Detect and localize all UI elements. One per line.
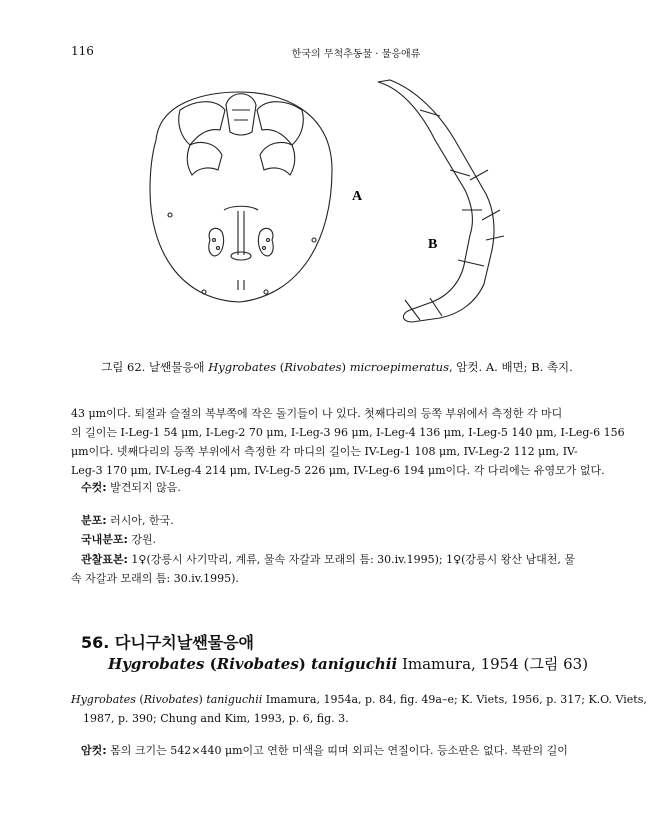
female-label: 암컷: <box>81 744 107 757</box>
running-header: 한국의 무척추동물 · 물응애류 <box>291 49 421 60</box>
distribution-text: 러시아, 한국. <box>106 514 174 527</box>
body-line: 의 길이는 I-Leg-1 54 μm, I-Leg-2 70 μm, I-Leg-3 96 μm, I-Leg-4 136 μm, I-Leg-5 140 μm, I-Leg-6 156 <box>71 426 625 439</box>
synonymy-line: 1987, p. 390; Chung and Kim, 1993, p. 6, fig. 3. <box>83 712 349 725</box>
figure-illustration <box>120 70 550 350</box>
body-line: 43 μm이다. 퇴절과 슬절의 복부쪽에 작은 돌기들이 나 있다. 첫째다리의 등쪽 부위에서 측정한 각 마디 <box>71 407 563 420</box>
distribution-label: 분포: <box>81 514 107 527</box>
figure-caption: 그림 62. 날쌘물응애 Hygrobates (Rivobates) microepimeratus, 암컷. A. 배면; B. 촉지. <box>101 360 573 374</box>
page-number: 116 <box>71 44 94 58</box>
species-scientific-name: Hygrobates (Rivobates) taniguchii Imamura, 1954 (그림 63) <box>108 655 589 673</box>
ventral-view-drawing <box>150 92 332 302</box>
figure-label-a: A <box>352 189 363 204</box>
species-heading: 56. 다니구치날쌘물응애 <box>81 633 255 652</box>
specimens-label: 관찰표본: <box>81 553 128 566</box>
synonymy-line: Hygrobates (Rivobates) taniguchii Imamura, 1954a, p. 84, fig. 49a–e; K. Viets, 1956, p. 317; K.O. Viets, <box>71 693 647 706</box>
synonymy-paragraph <box>71 690 647 728</box>
figure-label-b: B <box>428 237 438 252</box>
female-text: 몸의 크기는 542×440 μm이고 연한 미색을 띠며 외피는 연질이다. 등소판은 없다. 복판의 길이 <box>106 744 568 757</box>
domestic-distribution-section <box>81 531 156 547</box>
male-label: 수컷: <box>81 481 107 494</box>
specimens-section <box>71 550 581 588</box>
domestic-distribution-text: 강원. <box>127 533 157 546</box>
specimens-line: 속 자갈과 모래의 틈: 30.iv.1995). <box>71 572 239 585</box>
male-text: 발견되지 않음. <box>106 481 181 494</box>
body-line: Leg-3 170 μm, IV-Leg-4 214 μm, IV-Leg-5 226 μm, IV-Leg-6 194 μm이다. 각 다리에는 유영모가 없다. <box>71 464 605 477</box>
specimens-line: 관찰표본: 1♀(강릉시 사기막리, 계류, 물속 자갈과 모래의 틈: 30.iv.1995); 1♀(강릉시 왕산 남대천, 물 <box>81 553 576 566</box>
male-section <box>81 479 181 495</box>
female-description <box>81 742 568 758</box>
body-line: μm이다. 넷째다리의 등쪽 부위에서 측정한 각 마디의 길이는 IV-Leg-1 108 μm, IV-Leg-2 112 μm, IV- <box>71 445 578 458</box>
body-paragraph <box>71 404 625 480</box>
domestic-distribution-label: 국내분포: <box>81 533 128 546</box>
palp-drawing <box>378 80 504 322</box>
distribution-section <box>81 512 174 528</box>
